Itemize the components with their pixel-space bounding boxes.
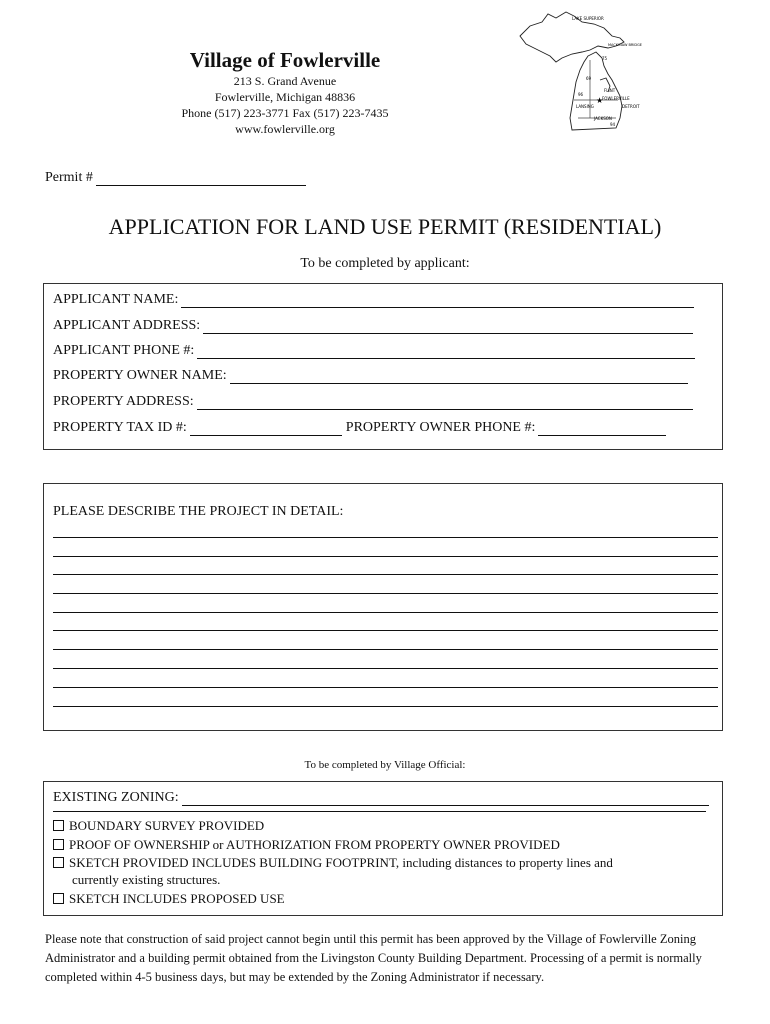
applicant-name-line[interactable]	[181, 295, 694, 308]
description-line[interactable]	[53, 630, 718, 631]
description-line[interactable]	[53, 593, 718, 594]
checklist-item-ownership[interactable]	[53, 836, 560, 853]
tax-id-label: PROPERTY TAX ID #:	[53, 420, 187, 435]
checklist-item-survey[interactable]	[53, 817, 264, 834]
tax-id-line[interactable]	[190, 423, 342, 436]
description-line[interactable]	[53, 687, 718, 688]
map-label-jackson: JACKSON	[594, 116, 612, 121]
checklist-label-sketch-footprint: SKETCH PROVIDED INCLUDES BUILDING FOOTPRINT, including distances to property lines and	[69, 855, 613, 870]
applicant-address-label: APPLICANT ADDRESS:	[53, 318, 201, 333]
owner-phone-label: PROPERTY OWNER PHONE #:	[345, 420, 536, 435]
address-line-1: 213 S. Grand Avenue	[233, 74, 337, 88]
tax-id-and-owner-phone-row	[53, 420, 666, 436]
checklist-label-sketch-footprint-cont: currently existing structures.	[72, 872, 221, 887]
form-title: APPLICATION FOR LAND USE PERMIT (RESIDENTIAL)	[108, 214, 662, 239]
checklist-label-ownership: PROOF OF OWNERSHIP or AUTHORIZATION FROM PROPERTY OWNER PROVIDED	[69, 837, 560, 852]
checklist-label-survey: BOUNDARY SURVEY PROVIDED	[69, 818, 265, 833]
existing-zoning-field[interactable]	[53, 790, 709, 806]
applicant-info-box	[43, 283, 723, 450]
project-description-label: PLEASE DESCRIBE THE PROJECT IN DETAIL:	[53, 504, 344, 519]
checkbox-icon[interactable]	[53, 857, 64, 868]
applicant-phone-label: APPLICANT PHONE #:	[53, 343, 195, 358]
form-subtitle: To be completed by applicant:	[300, 256, 470, 271]
permit-number-line[interactable]	[96, 171, 306, 186]
property-address-line[interactable]	[197, 397, 693, 410]
checklist-item-sketch-footprint[interactable]	[53, 854, 613, 871]
description-line[interactable]	[53, 574, 718, 575]
map-hwy-96: 96	[578, 92, 584, 97]
owner-phone-line[interactable]	[538, 423, 666, 436]
map-hwy-94: 94	[610, 122, 616, 127]
map-label-mackinaw-bridge: MACKINAW BRIDGE	[608, 43, 643, 47]
owner-name-label: PROPERTY OWNER NAME:	[53, 368, 227, 383]
applicant-name-label: APPLICANT NAME:	[53, 292, 179, 307]
processing-note: Please note that construction of said project cannot begin until this permit has been approved by the Village of Fowlerville Zoning Administrator and a building permit obtained from the Livingston County Building Department. Processing of a permit is normally completed within 4-5 business days, but may be extended by the Zoning Administrator if necessary.	[45, 932, 702, 984]
description-line[interactable]	[53, 556, 718, 557]
applicant-address-line[interactable]	[203, 321, 693, 334]
map-label-flint: FLINT	[604, 88, 616, 93]
map-label-detroit: DETROIT	[622, 104, 640, 109]
description-line[interactable]	[53, 649, 718, 650]
owner-name-line[interactable]	[230, 371, 688, 384]
description-line[interactable]	[53, 537, 718, 538]
permit-number-field[interactable]	[45, 170, 306, 186]
checkbox-icon[interactable]	[53, 893, 64, 904]
description-line[interactable]	[53, 668, 718, 669]
description-line[interactable]	[53, 612, 718, 613]
website: www.fowlerville.org	[235, 122, 335, 136]
existing-zoning-line[interactable]	[182, 793, 709, 806]
checkbox-icon[interactable]	[53, 820, 64, 831]
org-name: Village of Fowlerville	[189, 48, 381, 72]
applicant-address-field[interactable]	[53, 318, 693, 334]
checklist-item-sketch-use[interactable]	[53, 890, 285, 907]
owner-name-field[interactable]	[53, 368, 688, 384]
applicant-name-field[interactable]	[53, 292, 694, 308]
michigan-map	[512, 8, 662, 133]
permit-number-label: Permit #	[45, 170, 93, 185]
map-hwy-69: 69	[586, 76, 592, 81]
checkbox-icon[interactable]	[53, 839, 64, 850]
address-line-2: Fowlerville, Michigan 48836	[214, 90, 356, 104]
official-section-label: To be completed by Village Official:	[304, 759, 466, 771]
property-address-field[interactable]	[53, 394, 693, 410]
map-hwy-75: 75	[602, 56, 608, 61]
project-description-box	[43, 483, 723, 731]
existing-zoning-label: EXISTING ZONING:	[53, 790, 179, 805]
map-label-lake-superior: LAKE SUPERIOR	[572, 16, 604, 21]
map-label-lansing: LANSING	[576, 104, 594, 109]
applicant-phone-line[interactable]	[197, 346, 695, 359]
official-box	[43, 781, 723, 916]
property-address-label: PROPERTY ADDRESS:	[53, 394, 194, 409]
phone-fax: Phone (517) 223-3771 Fax (517) 223-7435	[181, 106, 389, 120]
existing-zoning-line-2[interactable]	[53, 811, 706, 812]
description-line[interactable]	[53, 706, 718, 707]
map-label-fowlerville: FOWLERVILLE	[602, 96, 630, 101]
checklist-label-sketch-use: SKETCH INCLUDES PROPOSED USE	[69, 891, 285, 906]
star-icon: ★	[596, 96, 604, 105]
applicant-phone-field[interactable]	[53, 343, 695, 359]
